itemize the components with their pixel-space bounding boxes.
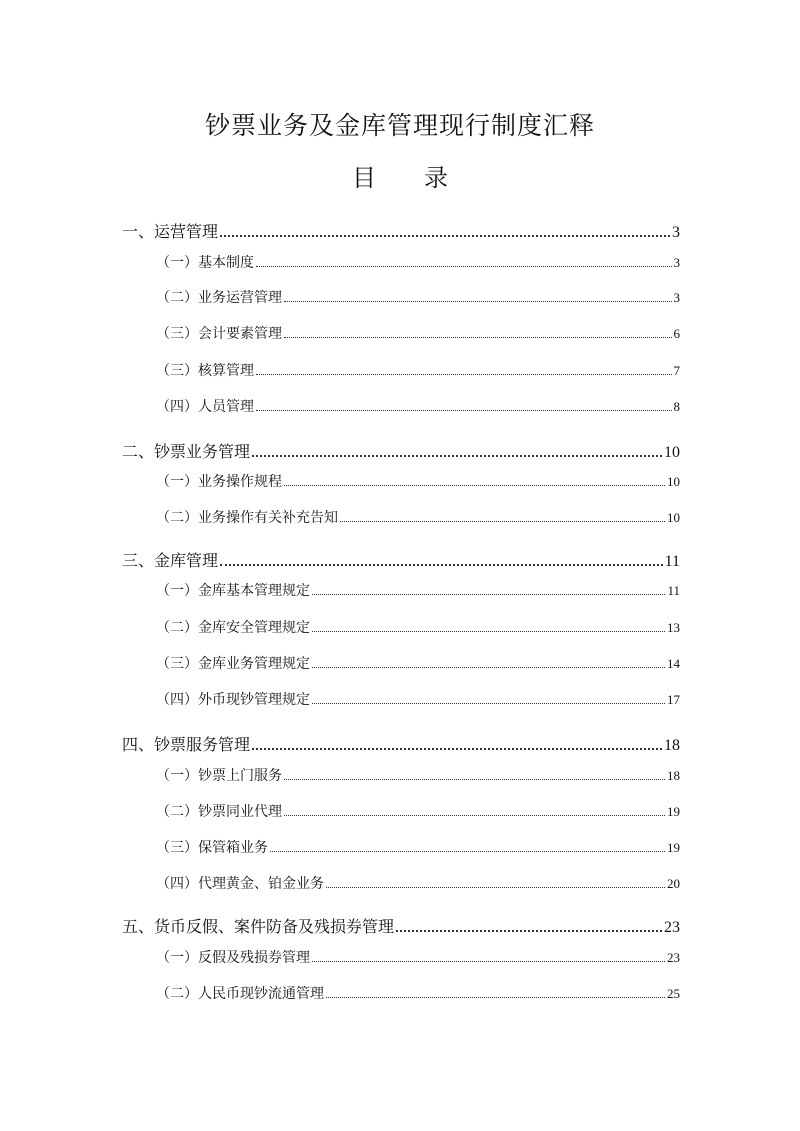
toc-subsection-entry[interactable] [156,837,680,859]
document-title: 钞票业务及金库管理现行制度汇释 [204,111,595,140]
toc-subsection-entry[interactable] [156,287,680,309]
toc-subsection-entry[interactable] [156,801,680,823]
toc-entry-label: （二）人民币现钞流通管理 [156,986,324,1002]
toc-dot-leader [256,409,672,411]
toc-dot-leader [284,336,672,338]
toc-page-number: 13 [667,620,680,635]
toc-entry-label: （二）金库安全管理规定 [156,620,310,636]
toc-page-number: 18 [664,737,680,754]
toc-dot-leader [284,814,665,816]
toc-entry-label: 五、货币反假、案件防备及残损券管理 [122,917,395,936]
toc-entry-label: （三）保管箱业务 [156,840,268,856]
toc-entry-label: （三）核算管理 [156,363,254,379]
toc-section-entry[interactable] [122,733,680,758]
toc-entry-label: （二）业务操作有关补充告知 [156,510,338,526]
toc-page-number: 3 [672,224,680,241]
toc-dot-leader [284,300,672,302]
toc-subsection-entry[interactable] [156,323,680,345]
toc-entry-label: （二）钞票同业代理 [156,804,282,820]
toc-entry-label: （四）外币现钞管理规定 [156,692,310,708]
toc-page-number: 8 [673,399,680,414]
toc-section-entry[interactable] [122,220,680,245]
toc-page-number: 11 [664,553,680,570]
toc-dot-leader [312,702,665,704]
toc-entry-label: 四、钞票服务管理 [122,735,251,754]
toc-entry-label: 一、运营管理 [122,222,219,241]
toc-entry-label: （一）基本制度 [156,255,254,271]
toc-dot-leader [256,373,672,375]
toc-entry-label: （一）业务操作规程 [156,474,282,490]
toc-page-number: 7 [673,363,680,378]
toc-dot-leader [270,850,665,852]
toc-subsection-entry[interactable] [156,471,680,493]
toc-dot-leader [340,520,665,522]
toc-subsection-entry[interactable] [156,507,680,529]
toc-entry-label: （一）钞票上门服务 [156,768,282,784]
toc-page-number: 3 [673,255,680,270]
toc-dot-leader [256,265,672,267]
toc-subsection-entry[interactable] [156,983,680,1005]
toc-page-number: 10 [667,510,680,525]
toc-section-entry[interactable] [122,549,680,574]
toc-page-number: 14 [667,656,680,671]
toc-dot-leader [326,886,665,888]
toc-dot-leader [312,960,665,962]
toc-dot-leader [252,747,662,750]
toc-subsection-entry[interactable] [156,689,680,711]
toc-page-number: 19 [667,840,680,855]
toc-subsection-entry[interactable] [156,360,680,382]
toc-dot-leader [252,454,662,457]
toc-dot-leader [284,778,665,780]
toc-subsection-entry[interactable] [156,873,680,895]
toc-page-number: 17 [667,692,680,707]
toc-dot-leader [326,996,665,998]
toc-page-number: 25 [667,986,680,1001]
toc-subsection-entry[interactable] [156,252,680,274]
toc-dot-leader [220,563,663,566]
toc-subsection-entry[interactable] [156,947,680,969]
toc-page-number: 23 [667,950,680,965]
toc-subsection-entry[interactable] [156,580,680,602]
toc-page-number: 23 [664,919,680,936]
toc-page-number: 11 [667,583,680,598]
toc-entry-label: 二、钞票业务管理 [122,442,251,461]
toc-subsection-entry[interactable] [156,617,680,639]
toc-dot-leader [396,929,662,932]
toc-heading: 目 录 [352,164,448,192]
toc-dot-leader [312,593,665,595]
toc-page-number: 18 [667,768,680,783]
toc-dot-leader [312,630,665,632]
toc-dot-leader [284,484,665,486]
toc-page-number: 10 [667,474,680,489]
toc-subsection-entry[interactable] [156,653,680,675]
toc-page-number: 19 [667,804,680,819]
toc-entry-label: （四）代理黄金、铂金业务 [156,876,324,892]
toc-entry-label: （二）业务运营管理 [156,290,282,306]
toc-entry-label: （一）金库基本管理规定 [156,583,310,599]
toc-dot-leader [312,666,665,668]
toc-section-entry[interactable] [122,440,680,465]
toc-entry-label: 三、金库管理 [122,551,219,570]
toc-page-number: 20 [667,876,680,891]
toc-subsection-entry[interactable] [156,765,680,787]
toc-page-number: 10 [664,444,680,461]
toc-page-number: 3 [673,290,680,305]
toc-entry-label: （四）人员管理 [156,399,254,415]
toc-subsection-entry[interactable] [156,396,680,418]
toc-section-entry[interactable] [122,915,680,940]
toc-entry-label: （三）会计要素管理 [156,326,282,342]
toc-entry-label: （三）金库业务管理规定 [156,656,310,672]
toc-page-number: 6 [673,326,680,341]
toc-dot-leader [220,234,670,237]
toc-entry-label: （一）反假及残损券管理 [156,950,310,966]
